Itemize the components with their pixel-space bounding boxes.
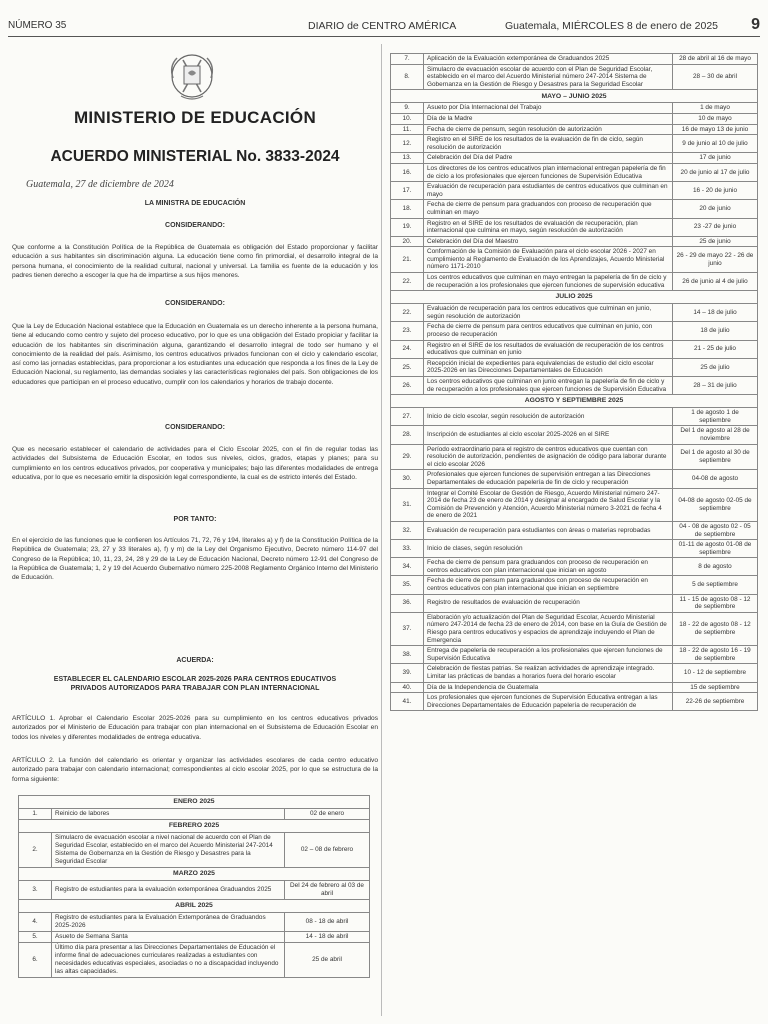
column-divider xyxy=(381,44,382,1016)
table-row: 40. Día de la Independencia de Guatemala 15 de septiembre xyxy=(391,682,758,693)
month-header: ABRIL 2025 xyxy=(19,900,370,913)
table-row: 1. Reinicio de labores 02 de enero xyxy=(19,809,370,820)
place-date: Guatemala, 27 de diciembre de 2024 xyxy=(26,179,174,190)
ministry-title: MINISTERIO DE EDUCACIÓN xyxy=(73,108,317,127)
table-row: 20. Celebración del Día del Maestro 25 de junio xyxy=(391,236,758,247)
table-row: 38. Entrega de papelería de recuperación a los profesionales que ejercen funciones de Supervisión Educativa 18 - 22 de agosto 16 - 19 de septiembre xyxy=(391,646,758,664)
table-row: 22. Evaluación de recuperación para los centros educativos que culminan en junio, según resolución de autorización 14 – 18 de julio xyxy=(391,304,758,322)
month-header: MAYO – JUNIO 2025 xyxy=(391,90,758,103)
table-row: 7. Aplicación de la Evaluación extemporánea de Graduandos 2025 28 de abril al 16 de mayo xyxy=(391,54,758,65)
article-1: ARTÍCULO 1. Aprobar el Calendario Escolar 2025-2026 para su cumplimiento en los centros educativos privados autorizados por el Ministerio de Educación para trabajar con plan internacional en el Subsistema de Educación Escolar en todos los niveles y diferentes modalidades de entrega educativa. xyxy=(12,715,378,741)
table-row: 39. Celebración de fiestas patrias. Se realizan actividades de aprendizaje integrado. Limitar las prácticas de bandas a horarios fuera del horario escolar 10 - 12 de septiembre xyxy=(391,664,758,682)
table-row: 26. Los centros educativos que culminan en junio entregan la papelería de fin de ciclo y de recuperación a los profesionales que ejercen funciones de Supervisión Educativa 28 – 31 de julio xyxy=(391,377,758,395)
considerando-heading-1: CONSIDERANDO: xyxy=(165,222,225,229)
table-row: 36. Registro de resultados de evaluación de recuperación 11 - 15 de agosto 08 - 12 de septiembre xyxy=(391,594,758,612)
table-row: 31. Integrar el Comité Escolar de Gestión de Riesgo, Acuerdo Ministerial número 247-2014 de fecha 23 de enero de 2014 y designar al encargado de Salud Escolar y la Comisión de Prevención y Atención, Acuerdo Ministerial número 3-2021 de fecha 4 de enero de 2021 04-08 de agosto 02-05 de septiembre xyxy=(391,488,758,521)
table-row: 3. Registro de estudiantes para la evaluación extemporánea Graduandos 2025 Del 24 de febrero al 03 de abril xyxy=(19,881,370,900)
establecer-heading: ESTABLECER EL CALENDARIO ESCOLAR 2025-2026 PARA CENTROS EDUCATIVOS PRIVADOS AUTORIZADOS PARA TRABAJAR CON PLAN INTERNACIONAL xyxy=(53,676,337,692)
considerando-heading-2: CONSIDERANDO: xyxy=(165,300,225,307)
table-row: 25. Recepción inicial de expedientes para equivalencias de estudio del ciclo escolar 2025-2026 en las Direcciones Departamentales de Educación 25 de julio xyxy=(391,358,758,376)
table-row: 11. Fecha de cierre de pensum, según resolución de autorización 16 de mayo 13 de junio xyxy=(391,124,758,135)
table-row: 23. Fecha de cierre de pensum para centros educativos que culminan en junio, con proceso de recuperación 18 de julio xyxy=(391,322,758,340)
table-row: 12. Registro en el SIRE de los resultados de la evaluación de fin de ciclo, según resolución de autorización 9 de junio al 10 de julio xyxy=(391,135,758,153)
coat-of-arms-icon xyxy=(163,48,221,102)
table-row: 4. Registro de estudiantes para la Evaluación Extemporánea de Graduandos 2025-2026 08 - 18 de abril xyxy=(19,913,370,932)
table-row: 9. Asueto por Día Internacional del Trabajo 1 de mayo xyxy=(391,103,758,114)
minister-heading: LA MINISTRA DE EDUCACIÓN xyxy=(144,200,246,207)
month-header: ENERO 2025 xyxy=(19,796,370,809)
table-row: 35. Fecha de cierre de pensum para graduandos con proceso de recuperación en centros educativos con plan internacional que inician en septiembre 5 de septiembre xyxy=(391,576,758,594)
table-row: 41. Los profesionales que ejercen funciones de Supervisión Educativa entregan a las Direcciones Departamentales de Educación papelería de recuperación de 22-26 de septiembre xyxy=(391,693,758,711)
page-number: 9 xyxy=(751,16,760,33)
newspaper-name: DIARIO de CENTRO AMÉRICA xyxy=(308,20,457,32)
issue-date: Guatemala, MIÉRCOLES 8 de enero de 2025 xyxy=(504,20,718,32)
table-row: 32. Evaluación de recuperación para estudiantes con áreas o materias reprobadas 04 - 08 de agosto 02 - 05 de septiembre xyxy=(391,521,758,539)
table-row: 34. Fecha de cierre de pensum para graduandos con proceso de recuperación en centros educativos con plan internacional que inician en agosto 8 de agosto xyxy=(391,558,758,576)
paragraph-1: Que conforme a la Constitución Política de la República de Guatemala es obligación del Estado proporcionar y facilitar educación a sus habitantes sin discriminación alguna. La educación tiene como fin primordial, el desarrollo integral de la persona humana, el conocimiento de la realidad cultural, nacional y universal. La familia es fuente de la educación y los padres tienen derecho a escoger la que ha de impartirse a sus hijos menores. xyxy=(12,244,378,279)
acuerdo-title: ACUERDO MINISTERIAL No. 3833-2024 xyxy=(50,148,340,165)
table-row: 6. Último día para presentar a las Direcciones Departamentales de Educación el informe final de adecuaciones curriculares realizadas a estudiantes con necesidades educativas especiales, asociadas o no a discapacidad incluyendo las altas capacidades. 25 de abril xyxy=(19,943,370,978)
paragraph-3: Que es necesario establecer el calendario de actividades para el Ciclo Escolar 2025, con el fin de regular todas las actividades del Subsistema de Educación Escolar, en todos sus niveles, ciclos, grados, etapas y planes; para su cumplimiento en los centros educativos privados, por cooperativa y municipales; bajo las diferentes modalidades de entrega educativa, por lo que es necesario emitir la disposición legal correspondiente, la cual es de estricto interés del Estado. xyxy=(12,446,378,481)
calendar-table-right xyxy=(390,53,758,711)
table-row: 13. Celebración del Día del Padre 17 de junio xyxy=(391,153,758,164)
paragraph-2: Que la Ley de Educación Nacional establece que la Educación en Guatemala es un derecho inherente a la persona humana, tiene al educando como centro y sujeto del proceso educativo, por lo que es una obligación del Estado propiciar y facilitar la educación de los habitantes sin discriminación alguna, garantizando el desarrollo integral de todo ser humano y el conocimiento de la realidad del país. Asimismo, los centros educativos privados funcionan con el ciclo y calendario escolar, así como las jornadas establecidas, para proporcionar a los estudiantes una educación que responda a los fines de la Ley de Educación Nacional, su reglamento, las demandas sociales y las características regionales del país. Son obligaciones de los educadores que participan en el proceso educativo, cumplir con los calendarios y horarios de trabajo docente. xyxy=(12,323,378,386)
table-row: 16. Los directores de los centros educativos plan internacional entregan papelería de fin de ciclo a los profesionales que ejercen funciones de Supervisión Educativa 20 de junio al 17 de julio xyxy=(391,163,758,181)
month-header: JULIO 2025 xyxy=(391,291,758,304)
table-row: 28. Inscripción de estudiantes al ciclo escolar 2025-2026 en el SIRE Del 1 de agosto al 28 de noviembre xyxy=(391,426,758,444)
header-rule xyxy=(8,36,760,37)
por-tanto-heading: POR TANTO: xyxy=(173,516,217,523)
table-row: 27. Inicio de ciclo escolar, según resolución de autorización 1 de agosto 1 de septiembre xyxy=(391,408,758,426)
table-row: 22. Los centros educativos que culminan en mayo entregan la papelería de fin de ciclo y de recuperación a los profesionales que ejercen funciones de supervisión educativa 26 de junio al 4 de julio xyxy=(391,273,758,291)
article-2: ARTÍCULO 2. La función del calendario es orientar y organizar las actividades escolares de cada centro educativo autorizado para trabajar con calendario internacional; correspondientes al ciclo escolar 2025, por lo que se estructura de la forma siguiente: xyxy=(12,757,378,783)
paragraph-4: En el ejercicio de las funciones que le confieren los Artículos 71, 72, 76 y 194, literales a) y f) de la Constitución Política de la República de Guatemala; 23, 27 y 33 literales a), f) y m) de la Ley del Organismo Ejecutivo, Decreto número 114-97 del Congreso de la República; 10, 11, 23, 24, 28 y 29 de la Ley de Educación Nacional, Decreto número 12-91 del Congreso de la República de Guatemala; 1, 2 y 19 del Acuerdo Gubernativo número 225-2008 Reglamento Orgánico Interno del Ministerio de Educación. xyxy=(12,537,378,582)
table-row: 8. Simulacro de evacuación escolar de acuerdo con el Plan de Seguridad Escolar, establecido en el marco del Acuerdo Ministerial número 247-2014 Sistema de Gobernanza en la Gestión de Riesgo y Desastres para la Seguridad Escolar 28 – 30 de abril xyxy=(391,64,758,90)
table-row: 33. Inicio de clases, según resolución 01-11 de agosto 01-08 de septiembre xyxy=(391,540,758,558)
newspaper-header xyxy=(8,18,760,34)
table-row: 10. Día de la Madre 10 de mayo xyxy=(391,113,758,124)
table-row: 24. Registro en el SIRE de los resultados de evaluación de recuperación de los centros educativos que culminan en junio 21 - 25 de julio xyxy=(391,340,758,358)
table-row: 21. Conformación de la Comisión de Evaluación para el ciclo escolar 2026 - 2027 en cumplimiento al Reglamento de Evaluación de los Aprendizajes, Acuerdo Ministerial número 1171-2010 26 - 29 de mayo 22 - 26 de junio xyxy=(391,247,758,273)
table-row: 30. Profesionales que ejercen funciones de supervisión entregan a las Direcciones Departamentales de educación papelería de fin de ciclo y recuperación 04-08 de agosto xyxy=(391,470,758,488)
month-header: FEBRERO 2025 xyxy=(19,820,370,833)
table-row: 2. Simulacro de evacuación escolar a nivel nacional de acuerdo con el Plan de Seguridad Escolar, establecido en el marco del Acuerdo Ministerial 247-2014 Sistema de Gobernanza en la Gestión de Riesgo y Desastres para la Seguridad Escolar 02 – 08 de febrero xyxy=(19,833,370,868)
issue-number: NÚMERO 35 xyxy=(8,20,67,31)
calendar-table-left xyxy=(18,795,370,978)
table-row: 29. Período extraordinario para el registro de centros educativos que cuentan con resolución de autorización, pendientes de asignación de código para laborar durante el ciclo escolar 2026 Del 1 de agosto al 30 de septiembre xyxy=(391,444,758,470)
table-row: 17. Evaluación de recuperación para estudiantes de centros educativos que culminan en mayo 16 - 20 de junio xyxy=(391,182,758,200)
table-row: 37. Elaboración y/o actualización del Plan de Seguridad Escolar, Acuerdo Ministerial número 247-2014 de fecha 23 de enero de 2014, con base en la Guía de Gestión de Riesgo para centros educativos y espacios de aprendizaje incluyendo el Plan de Emergencia 18 - 22 de agosto 08 - 12 de septiembre xyxy=(391,612,758,645)
considerando-heading-3: CONSIDERANDO: xyxy=(165,424,225,431)
month-header: AGOSTO Y SEPTIEMBRE 2025 xyxy=(391,395,758,408)
month-header: MARZO 2025 xyxy=(19,868,370,881)
acuerda-heading: ACUERDA: xyxy=(176,657,214,664)
table-row: 18. Fecha de cierre de pensum para graduandos con proceso de recuperación que culminan en mayo 20 de junio xyxy=(391,200,758,218)
table-row: 5. Asueto de Semana Santa 14 - 18 de abril xyxy=(19,932,370,943)
table-row: 19. Registro en el SIRE de los resultados de evaluación de recuperación, plan internacional que culmina en mayo, según resolución de autorización 23 -27 de junio xyxy=(391,218,758,236)
